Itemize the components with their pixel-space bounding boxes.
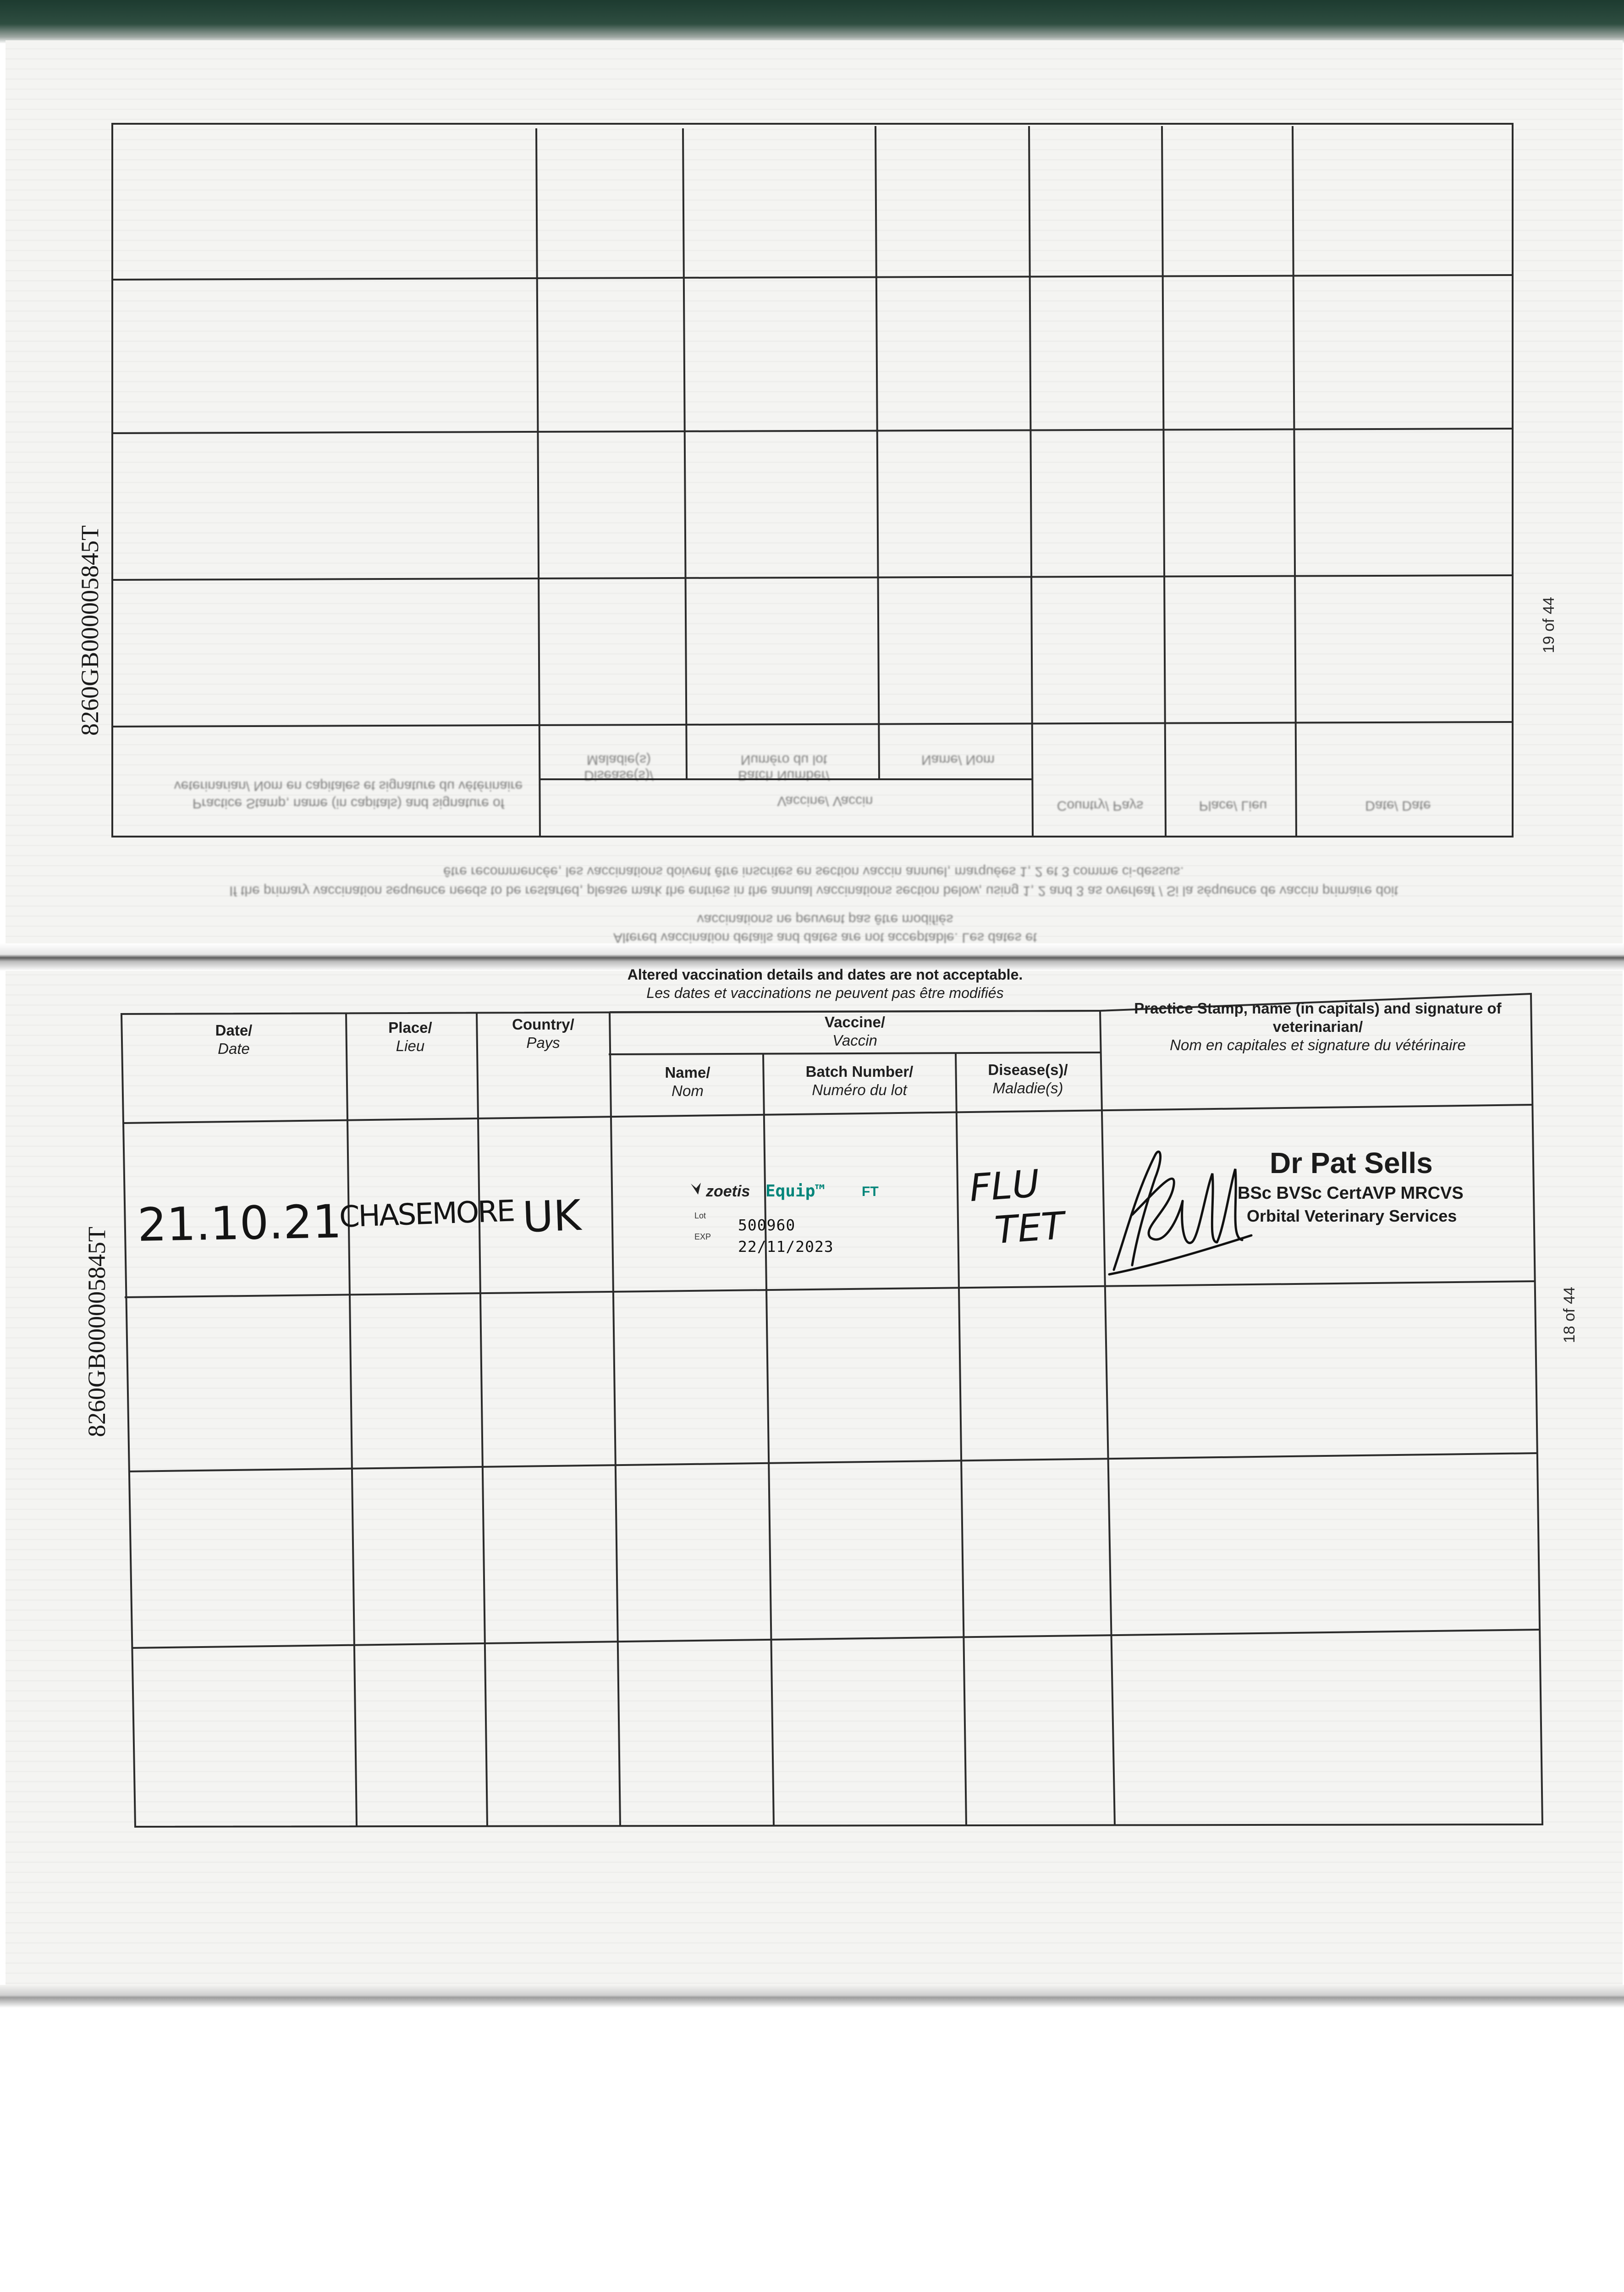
stamp-practice-name: Orbital Veterinary Services (1247, 1207, 1457, 1225)
bottom-page-number: 18 of 44 (1561, 1287, 1578, 1343)
sticker-brand: zoetis (706, 1183, 750, 1200)
sticker-lot-value: 500960 (738, 1216, 796, 1234)
veterinarian-signature (1100, 1137, 1256, 1284)
sticker-exp-label: EXP (694, 1232, 711, 1241)
header-practice-stamp: Practice Stamp, name (in capitals) and signature of veterinarian/ Nom en capitales et signature du vétérinaire (1134, 1000, 1502, 1053)
header-vaccine: Vaccine/ Vaccin (824, 1014, 886, 1049)
sticker-lot-label: Lot (694, 1211, 706, 1220)
top-instructions-mirrored: If the primary vaccination sequence needs to be restarted, please mark the entries in the annual vaccinations section below, using 1, 2 and 3 as overleaf / Si la séquence de vaccin primaire doit être recommencée, les vaccinations doivent être inscrites en section vaccin annuel, marquées 1, 2 et 3 comme ci-dessus. (229, 864, 1398, 898)
bottom-page-id: 8260GB000005845T (83, 1227, 110, 1437)
top-disease-header: Disease(s)/ Maladie(s) (584, 752, 654, 783)
top-practice-header: Practice Stamp, name (in capitals) and signature of veterinarian/ Nom en capitales et signature du vétérinaire (174, 778, 523, 811)
entry-country-handwritten: UK (522, 1190, 582, 1242)
header-vaccine-name: Name/ Nom (665, 1064, 710, 1099)
zoetis-logo-icon (690, 1182, 703, 1196)
sticker-product-suffix: FT (862, 1184, 879, 1199)
stamp-qualifications: BSc BVSc CertAVP MRCVS (1238, 1184, 1464, 1203)
entry-date-handwritten: 21.10.21 (137, 1195, 342, 1252)
top-page-id: 8260GB000005845T (76, 525, 104, 736)
header-place: Place/ Lieu (388, 1019, 432, 1054)
top-name-header: Name/ Nom (921, 752, 995, 767)
header-country: Country/ Pays (512, 1016, 574, 1051)
top-place-header: Place/ Lieu (1199, 798, 1267, 813)
top-page-number: 19 of 44 (1540, 597, 1558, 653)
entry-disease-tet: TET (993, 1204, 1066, 1253)
entry-place-handwritten: CHASEMORE (338, 1194, 515, 1234)
top-country-header: Country/ Pays (1057, 798, 1144, 813)
sticker-exp-value: 22/11/2023 (738, 1238, 834, 1256)
notice-altered-fr: Les dates et vaccinations ne peuvent pas être modifiés (646, 985, 1004, 1001)
top-vaccine-header: Vaccine/ Vaccin (777, 793, 873, 809)
top-batch-header: Batch Number/ Numéro du lot (738, 752, 830, 783)
entry-disease-flu: FLU (968, 1162, 1041, 1211)
top-notice-mirrored: Altered vaccination details and dates are not acceptable. Les dates et vaccinations ne peuvent pas être modifiés (613, 912, 1037, 945)
stamp-vet-name: Dr Pat Sells (1270, 1146, 1433, 1179)
header-date: Date/ Date (215, 1022, 253, 1057)
header-disease: Disease(s)/ Maladie(s) (988, 1061, 1068, 1096)
sticker-product: Equip™ (765, 1182, 826, 1201)
header-batch-number: Batch Number/ Numéro du lot (805, 1063, 914, 1098)
notice-altered-en: Altered vaccination details and dates are not acceptable. (627, 966, 1023, 983)
top-date-header: Date/ Date (1365, 798, 1431, 813)
